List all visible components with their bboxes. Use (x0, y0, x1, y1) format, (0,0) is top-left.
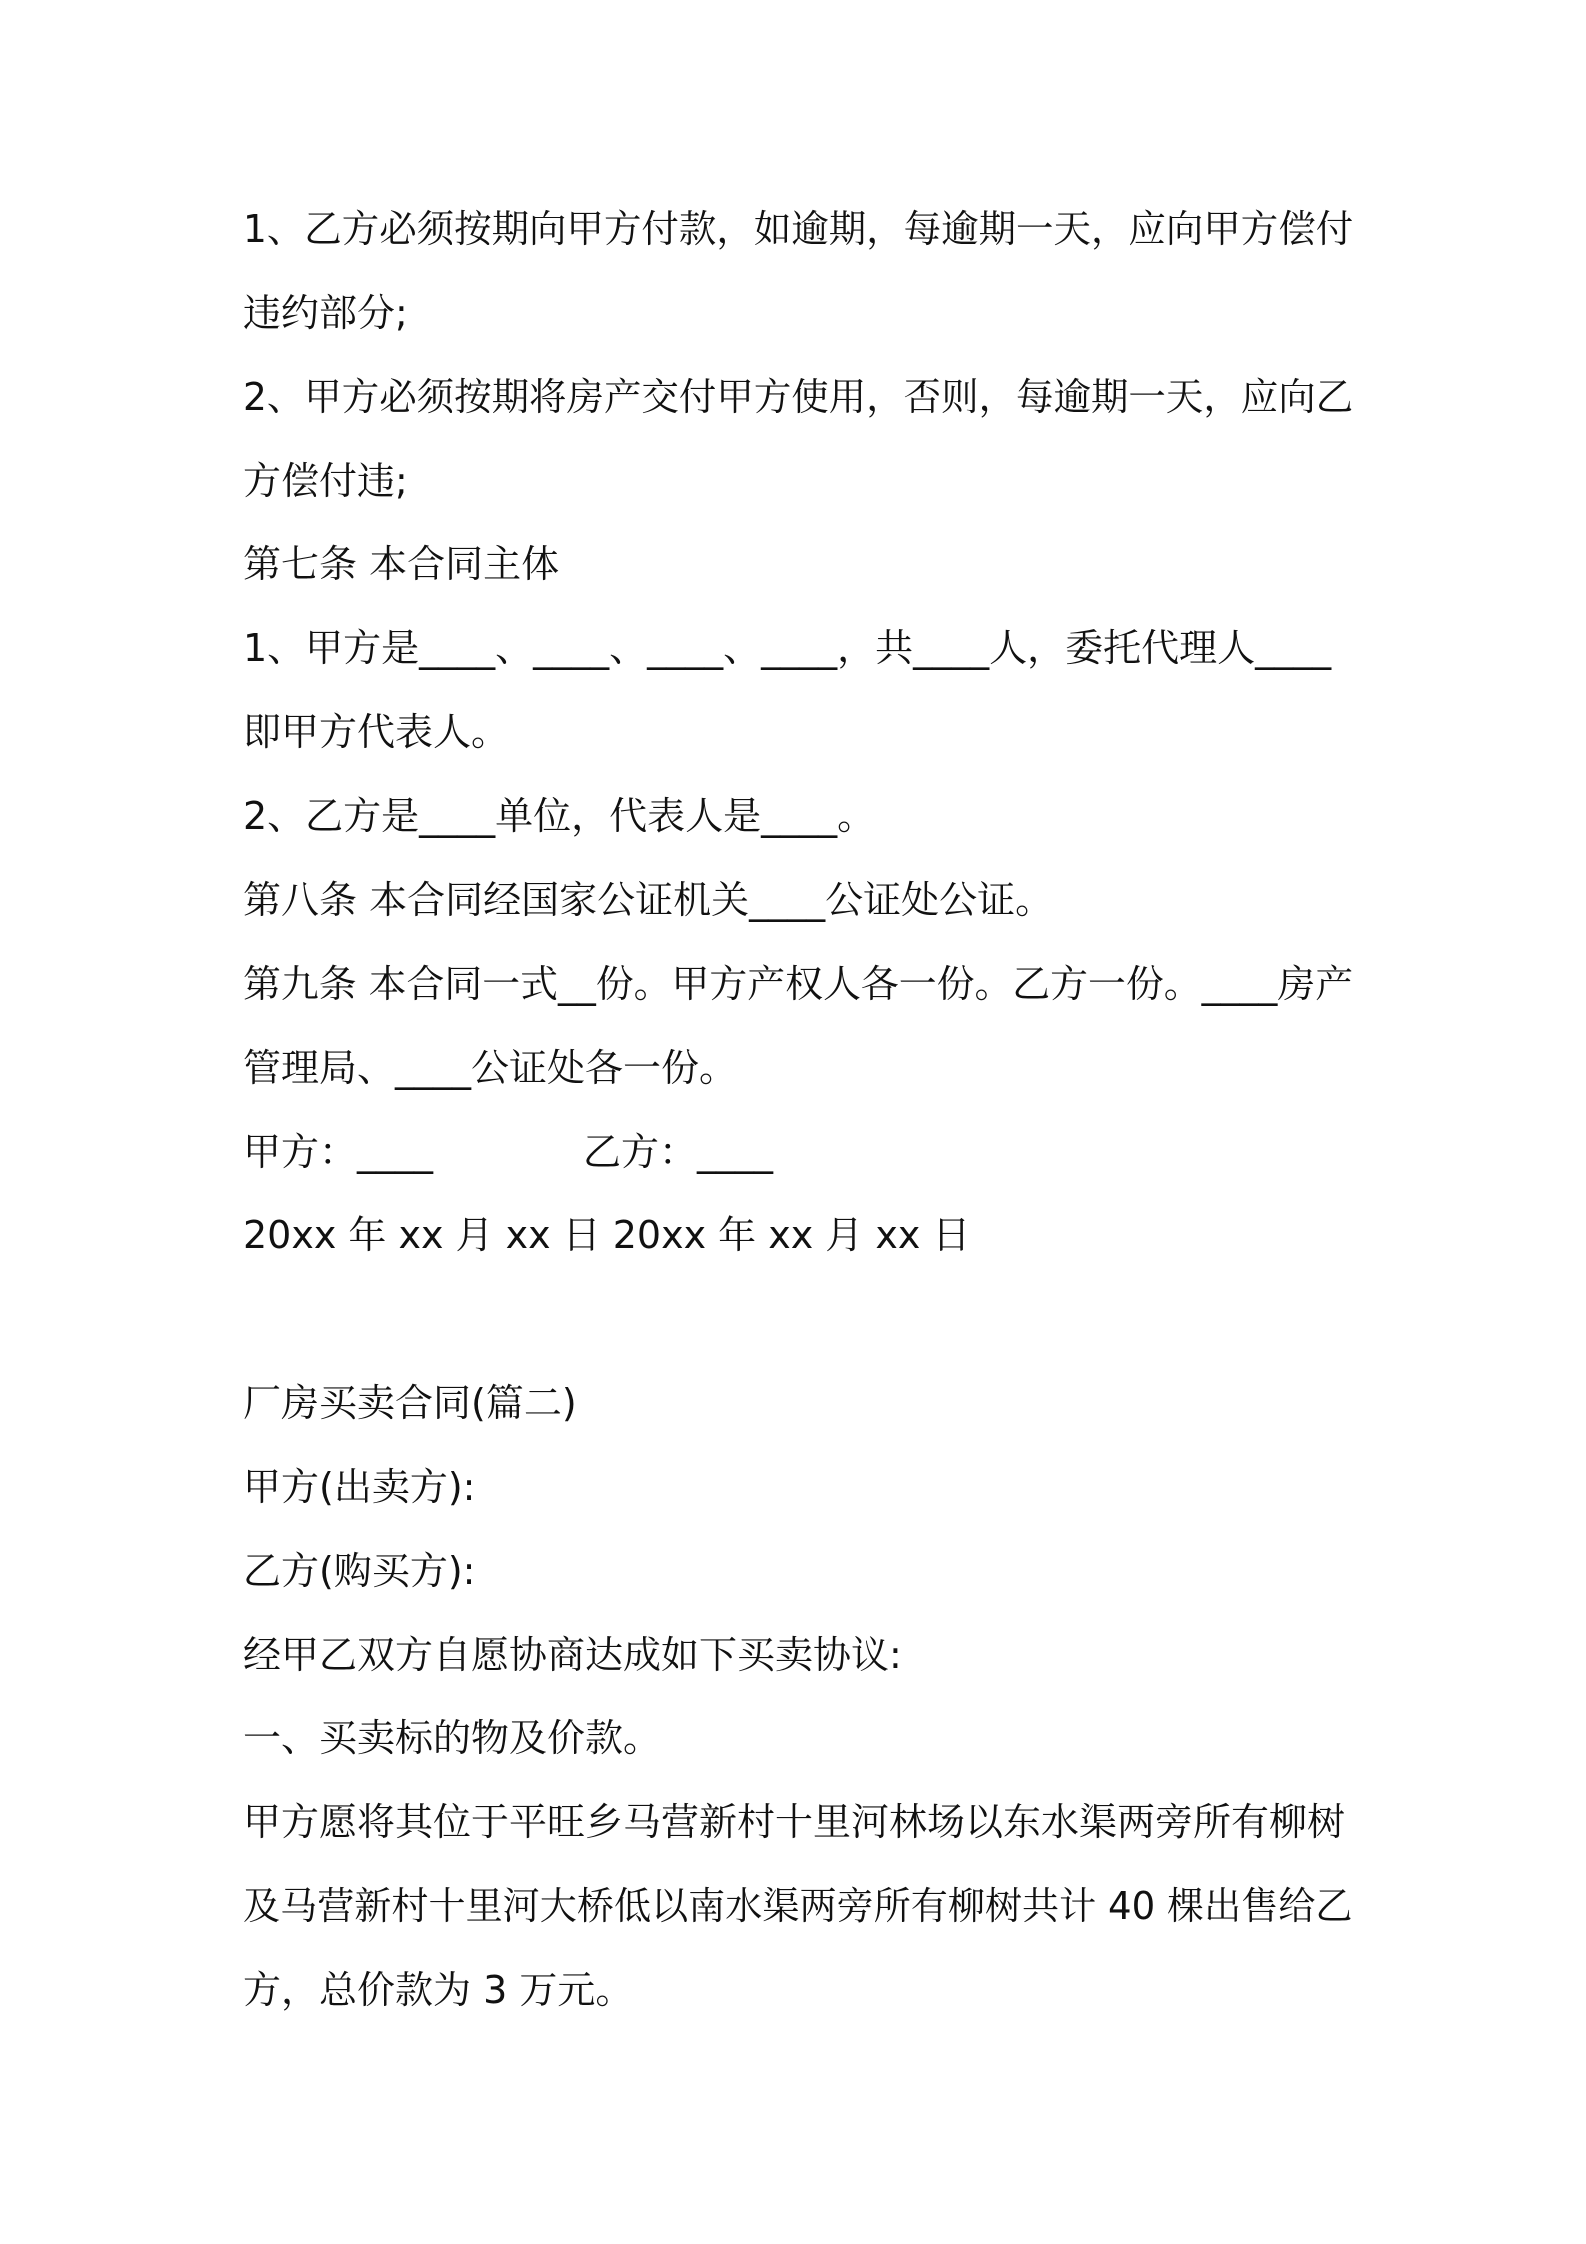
text-line-2: 违约部分; (243, 291, 408, 335)
agreement-intro: 经甲乙双方自愿协商达成如下买卖协议: (243, 1633, 902, 1677)
date-line: 20xx 年 xx 月 xx 日 20xx 年 xx 月 xx 日 (243, 1213, 971, 1257)
text-line-1: 1、乙方必须按期向甲方付款，如逾期，每逾期一天，应向甲方偿付 (243, 207, 1354, 251)
signature-line (243, 1129, 773, 1175)
party-b-label: 乙方(购买方): (243, 1549, 476, 1593)
text-line-7: 即甲方代表人。 (243, 710, 510, 754)
article-nine-line: 第九条 本合同一式__份。甲方产权人各一份。乙方一份。____房产 (243, 962, 1354, 1006)
text-line-20: 方，总价款为 3 万元。 (243, 1968, 634, 2012)
text-line-18: 甲方愿将其位于平旺乡马营新村十里河林场以东水渠两旁所有柳树 (243, 1800, 1346, 1844)
article-eight-line: 第八条 本合同经国家公证机关____公证处公证。 (243, 878, 1054, 922)
text-line-8: 2、乙方是____单位，代表人是____。 (243, 794, 876, 838)
text-line-3: 2、甲方必须按期将房产交付甲方使用，否则，每逾期一天，应向乙 (243, 375, 1354, 419)
article-seven-heading: 第七条 本合同主体 (243, 542, 560, 586)
text-line-4: 方偿付违; (243, 459, 408, 503)
text-line-19: 及马营新村十里河大桥低以南水渠两旁所有柳树共计 40 棵出售给乙 (243, 1884, 1353, 1928)
section-two-title: 厂房买卖合同(篇二) (243, 1381, 577, 1425)
text-line-6: 1、甲方是____、____、____、____，共____人，委托代理人____ (243, 626, 1332, 670)
clause-one-heading: 一、买卖标的物及价款。 (243, 1716, 662, 1760)
text-line-11: 管理局、____公证处各一份。 (243, 1046, 738, 1090)
party-a-label: 甲方(出卖方): (243, 1465, 476, 1509)
signature-party-a: 甲方：____ (243, 1130, 434, 1174)
signature-party-b: 乙方：____ (583, 1130, 774, 1174)
